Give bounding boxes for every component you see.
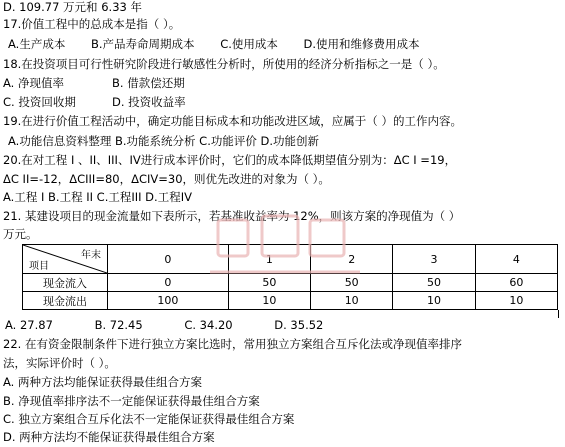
- year-header: 1: [228, 245, 310, 274]
- table-cell: 10: [475, 292, 557, 310]
- question-22: 22. 在有资金限制条件下进行独立方案比选时，常用独立方案组合互斥化法或净现值率排序: [3, 337, 462, 351]
- option: A.生产成本: [8, 37, 66, 51]
- question-20-options: A.工程 I B.工程 II C.工程III D.工程IV: [3, 190, 192, 204]
- question-19: 19.在进行价值工程活动中，确定功能目标成本和功能改进区域，应属于（ ）的工作内容。: [3, 114, 462, 128]
- question-17-options: [8, 36, 442, 52]
- option: C. 34.20: [184, 318, 233, 332]
- question-21-options: [5, 317, 345, 333]
- question-22-option-c: C. 独立方案组合互斥化法不一定能保证获得最佳组合方案: [3, 412, 295, 426]
- table-header-row: [23, 245, 558, 274]
- table-row: [23, 274, 558, 292]
- question-21: 21. 某建设项目的现金流量如下表所示，若基准收益率为 12%，则该方案的净现值为（ ）: [3, 209, 461, 223]
- option: A. 27.87: [5, 318, 53, 332]
- year-header: 0: [108, 245, 229, 274]
- table-cell: 100: [108, 292, 229, 310]
- question-18-option-a: A. 净现值率: [3, 76, 64, 90]
- table-cell: 0: [108, 274, 229, 292]
- question-22-option-d: D. 两种方法均不能保证获得最佳组合方案: [3, 430, 215, 444]
- question-18-option-b: B. 借款偿还期: [112, 76, 185, 90]
- question-22-option-b: B. 净现值率排序法不一定能保证获得最佳组合方案: [3, 394, 260, 408]
- question-20-continued: ΔC II=-12，ΔCIII=80，ΔCIV=30，则优先改进的对象为（ ）。: [3, 172, 330, 186]
- question-21-continued: 万元。: [3, 227, 38, 241]
- question-22-option-a: A. 两种方法均能保证获得最佳组合方案: [3, 375, 202, 389]
- question-17: 17.价值工程中的总成本是指（ ）。: [3, 17, 181, 31]
- table-corner-cell: [23, 245, 108, 274]
- table-cell: 10: [228, 292, 310, 310]
- margin-mark: [558, 310, 564, 318]
- table-cell: 50: [311, 274, 393, 292]
- question-18-option-d: D. 投资收益率: [112, 95, 186, 109]
- cash-flow-table: [22, 244, 558, 310]
- question-18: 18.在投资项目可行性研究阶段进行敏感性分析时，所使用的经济分析指标之一是（ ）。: [3, 57, 445, 71]
- table-cell: 10: [311, 292, 393, 310]
- option: B. 72.45: [94, 318, 143, 332]
- header-item-label: 项目: [29, 261, 49, 272]
- question-19-options: A.功能信息资料整理 B.功能系统分析 C.功能评价 D.功能创新: [8, 134, 320, 148]
- option: C.使用成本: [220, 37, 278, 51]
- table-row: [23, 292, 558, 310]
- question-20: 20.在对工程 I 、II、III、IV进行成本评价时，它们的成本降低期望值分别为：ΔC I =19，: [3, 153, 457, 167]
- year-header: 4: [475, 245, 557, 274]
- year-header: 2: [311, 245, 393, 274]
- question-22-continued: 法，实际评价时（ ）。: [3, 356, 116, 370]
- prev-option-d: D. 109.77 万元和 6.33 年: [3, 0, 142, 14]
- row-label: 现金流出: [23, 292, 108, 310]
- question-18-option-c: C. 投资回收期: [3, 95, 76, 109]
- header-year-label: 年末: [81, 250, 101, 261]
- table-cell: 10: [393, 292, 475, 310]
- table-cell: 50: [393, 274, 475, 292]
- option: D.使用和维修费用成本: [303, 37, 420, 51]
- year-header: 3: [393, 245, 475, 274]
- table-cell: 60: [475, 274, 557, 292]
- option: D. 35.52: [274, 318, 324, 332]
- table-cell: 50: [228, 274, 310, 292]
- row-label: 现金流入: [23, 274, 108, 292]
- option: B.产品寿命周期成本: [90, 37, 195, 51]
